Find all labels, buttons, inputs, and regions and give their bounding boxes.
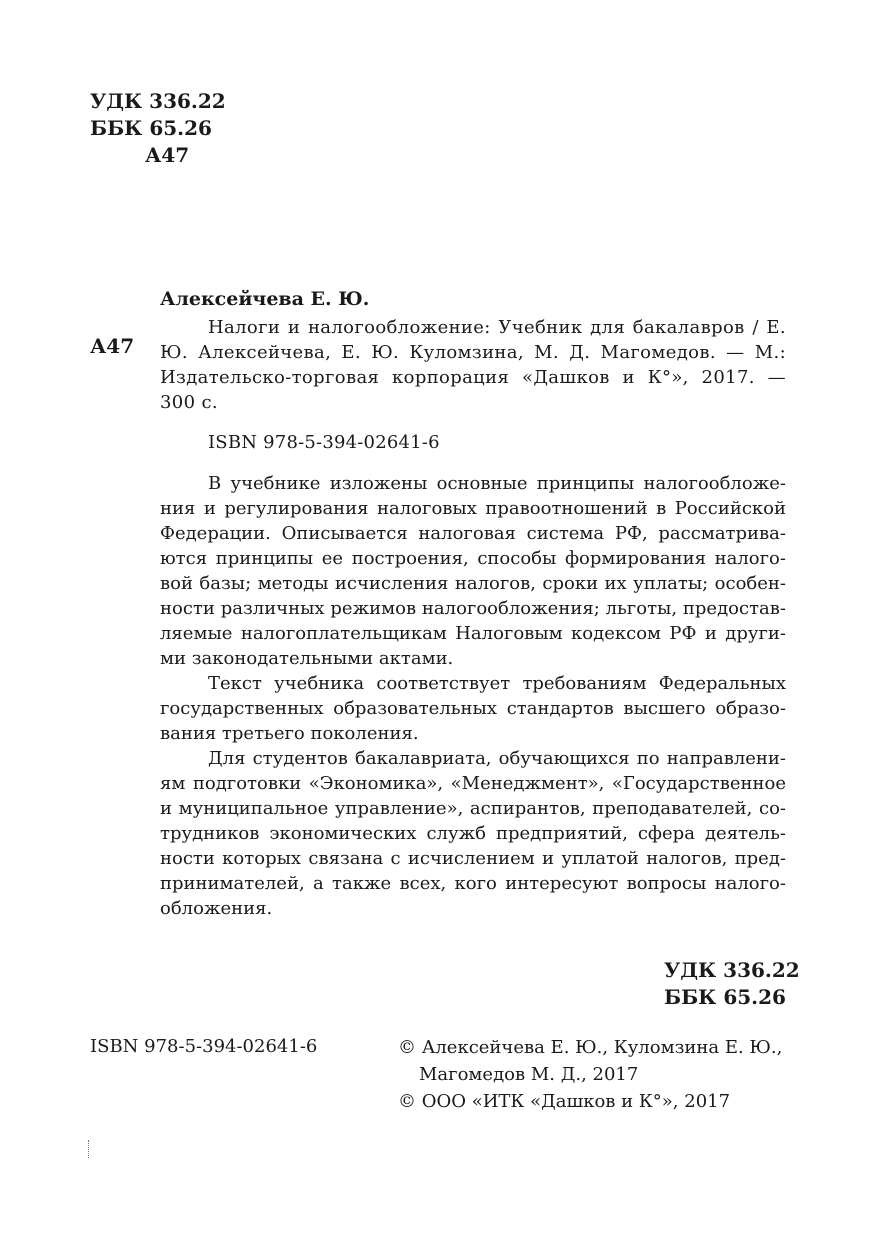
abstract: [160, 471, 786, 921]
footer-udk-code: УДК 336.22: [664, 958, 800, 982]
margin-mark: [88, 1140, 91, 1158]
copyright-block: [398, 1034, 818, 1115]
classification-footer: [664, 957, 800, 1011]
author-mark: А47: [145, 143, 190, 167]
author-name: Алексейчева Е. Ю.: [160, 288, 370, 310]
udk-code: УДК 336.22: [90, 89, 226, 113]
copyright-line-2: Магомедов М. Д., 2017: [419, 1064, 639, 1085]
footer-isbn: ISBN 978-5-394-02641-6: [90, 1036, 318, 1057]
copyright-line-3: © ООО «ИТК «Дашков и К°», 2017: [398, 1091, 731, 1112]
classification-header: [90, 88, 226, 169]
side-author-mark: А47: [90, 334, 135, 358]
bibliographic-description: Налоги и налогообложение: Учебник для бакалавров / Е. Ю. Алексейчева, Е. Ю. Куломзина, М. Д. Магомедов. — М.: Издательско-торговая корпорация «Дашков и К°», 2017. — 300 с.: [160, 317, 786, 413]
bbk-code: ББК 65.26: [90, 116, 212, 140]
entry-isbn: ISBN 978-5-394-02641-6: [208, 432, 440, 453]
abstract-paragraph-1: В учебнике изложены основные принципы налогообложения и регулирования налоговых правоотношений в Российской Федерации. Описывается налоговая система РФ, рассматриваются принципы ее построения, способы формирования налоговой базы; методы исчисления налогов, сроки их уплаты; особенности различных режимов налогообложения; льготы, предоставляемые налогоплательщикам Налоговым кодексом РФ и другими законодательными актами.: [160, 473, 786, 669]
copyright-line-1: © Алексейчева Е. Ю., Куломзина Е. Ю.,: [398, 1037, 783, 1058]
abstract-paragraph-3: Для студентов бакалавриата, обучающихся по направлениям подготовки «Экономика», «Менеджмент», «Государственное и муниципальное управление», аспирантов, преподавателей, сотрудников экономических служб предприятий, сфера деятельности которых связана с исчислением и уплатой налогов, предпринимателей, а также всех, кого интересуют вопросы налогообложения.: [160, 748, 786, 919]
abstract-paragraph-2: Текст учебника соответствует требованиям Федеральных государственных образовательных стандартов высшего образования третьего поколения.: [160, 673, 786, 744]
bibliographic-entry: [160, 286, 786, 921]
footer-bbk-code: ББК 65.26: [664, 985, 786, 1009]
